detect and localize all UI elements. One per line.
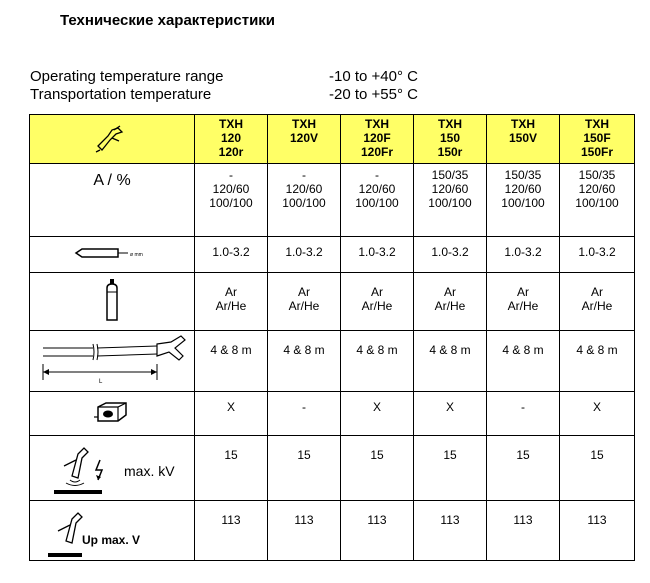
gas-cell: Ar Ar/He <box>487 273 560 331</box>
spec-value: -20 to +55° C <box>329 86 418 103</box>
electrode-cell: 1.0-3.2 <box>414 237 487 273</box>
model-cell: TXH 150 150r <box>414 115 487 164</box>
up-cell: 113 <box>414 501 487 561</box>
remote-cell: X <box>414 392 487 436</box>
gas-cylinder-icon <box>104 278 120 322</box>
torch-header-cell <box>30 115 195 164</box>
spec-operating-temperature <box>30 68 418 85</box>
remote-cell: X <box>341 392 414 436</box>
kv-label: max. kV <box>124 463 175 479</box>
remote-control-icon <box>92 399 132 425</box>
electrode-cell: 1.0-3.2 <box>487 237 560 273</box>
electrode-icon <box>72 245 152 261</box>
kv-cell: 15 <box>195 436 268 501</box>
up-cell: 113 <box>268 501 341 561</box>
current-cell: 150/35 120/60 100/100 <box>560 164 635 237</box>
length-cell: 4 & 8 m <box>341 331 414 392</box>
current-cell: - 120/60 100/100 <box>268 164 341 237</box>
length-cell: 4 & 8 m <box>560 331 635 392</box>
torch-icon <box>92 124 132 154</box>
kv-cell: 15 <box>560 436 635 501</box>
remote-row <box>30 392 635 436</box>
up-cell: 113 <box>487 501 560 561</box>
current-cell: 150/35 120/60 100/100 <box>487 164 560 237</box>
length-cell: 4 & 8 m <box>195 331 268 392</box>
up-cell: 113 <box>341 501 414 561</box>
gas-cell: Ar Ar/He <box>195 273 268 331</box>
length-icon-cell <box>30 331 195 392</box>
current-label-cell: A / % <box>30 164 195 237</box>
page-title: Технические характеристики <box>60 12 276 29</box>
spec-transport-temperature <box>30 86 418 103</box>
model-cell: TXH 120 120r <box>195 115 268 164</box>
up-row <box>30 501 635 561</box>
remote-cell: X <box>560 392 635 436</box>
length-row <box>30 331 635 392</box>
electrode-cell: 1.0-3.2 <box>195 237 268 273</box>
model-cell: TXH 120V <box>268 115 341 164</box>
electrode-icon-cell <box>30 237 195 273</box>
electrode-cell: 1.0-3.2 <box>268 237 341 273</box>
length-cell: 4 & 8 m <box>268 331 341 392</box>
length-cell: 4 & 8 m <box>487 331 560 392</box>
remote-cell: X <box>195 392 268 436</box>
up-label: Up max. V <box>82 532 141 547</box>
kv-cell: 15 <box>268 436 341 501</box>
kv-cell: 15 <box>414 436 487 501</box>
electrode-cell: 1.0-3.2 <box>560 237 635 273</box>
gas-row <box>30 273 635 331</box>
model-cell: TXH 150F 150Fr <box>560 115 635 164</box>
gas-cell: Ar Ar/He <box>560 273 635 331</box>
current-row <box>30 164 635 237</box>
current-cell: 150/35 120/60 100/100 <box>414 164 487 237</box>
up-cell: 113 <box>195 501 268 561</box>
gas-icon-cell <box>30 273 195 331</box>
remote-cell: - <box>487 392 560 436</box>
remote-icon-cell <box>30 392 195 436</box>
spec-value: -10 to +40° C <box>329 68 418 85</box>
header-row <box>30 115 635 164</box>
electrode-cell: 1.0-3.2 <box>341 237 414 273</box>
torch-cable-icon <box>37 334 187 386</box>
gas-cell: Ar Ar/He <box>268 273 341 331</box>
length-cell: 4 & 8 m <box>414 331 487 392</box>
electrode-row <box>30 237 635 273</box>
torch-spark-icon <box>50 440 110 496</box>
kv-row <box>30 436 635 501</box>
remote-cell: - <box>268 392 341 436</box>
model-cell: TXH 120F 120Fr <box>341 115 414 164</box>
spec-label: Transportation temperature <box>30 86 212 103</box>
spec-label: Operating temperature range <box>30 68 224 85</box>
current-cell: - 120/60 100/100 <box>195 164 268 237</box>
kv-icon-cell <box>30 436 195 501</box>
torch-voltage-icon <box>46 505 86 559</box>
current-cell: - 120/60 100/100 <box>341 164 414 237</box>
gas-cell: Ar Ar/He <box>341 273 414 331</box>
electrode-unit: ø mm <box>130 252 143 258</box>
specs-table <box>29 114 635 561</box>
gas-cell: Ar Ar/He <box>414 273 487 331</box>
length-label: L <box>99 378 103 385</box>
up-cell: 113 <box>560 501 635 561</box>
kv-cell: 15 <box>487 436 560 501</box>
kv-cell: 15 <box>341 436 414 501</box>
model-cell: TXH 150V <box>487 115 560 164</box>
up-icon-cell <box>30 501 195 561</box>
